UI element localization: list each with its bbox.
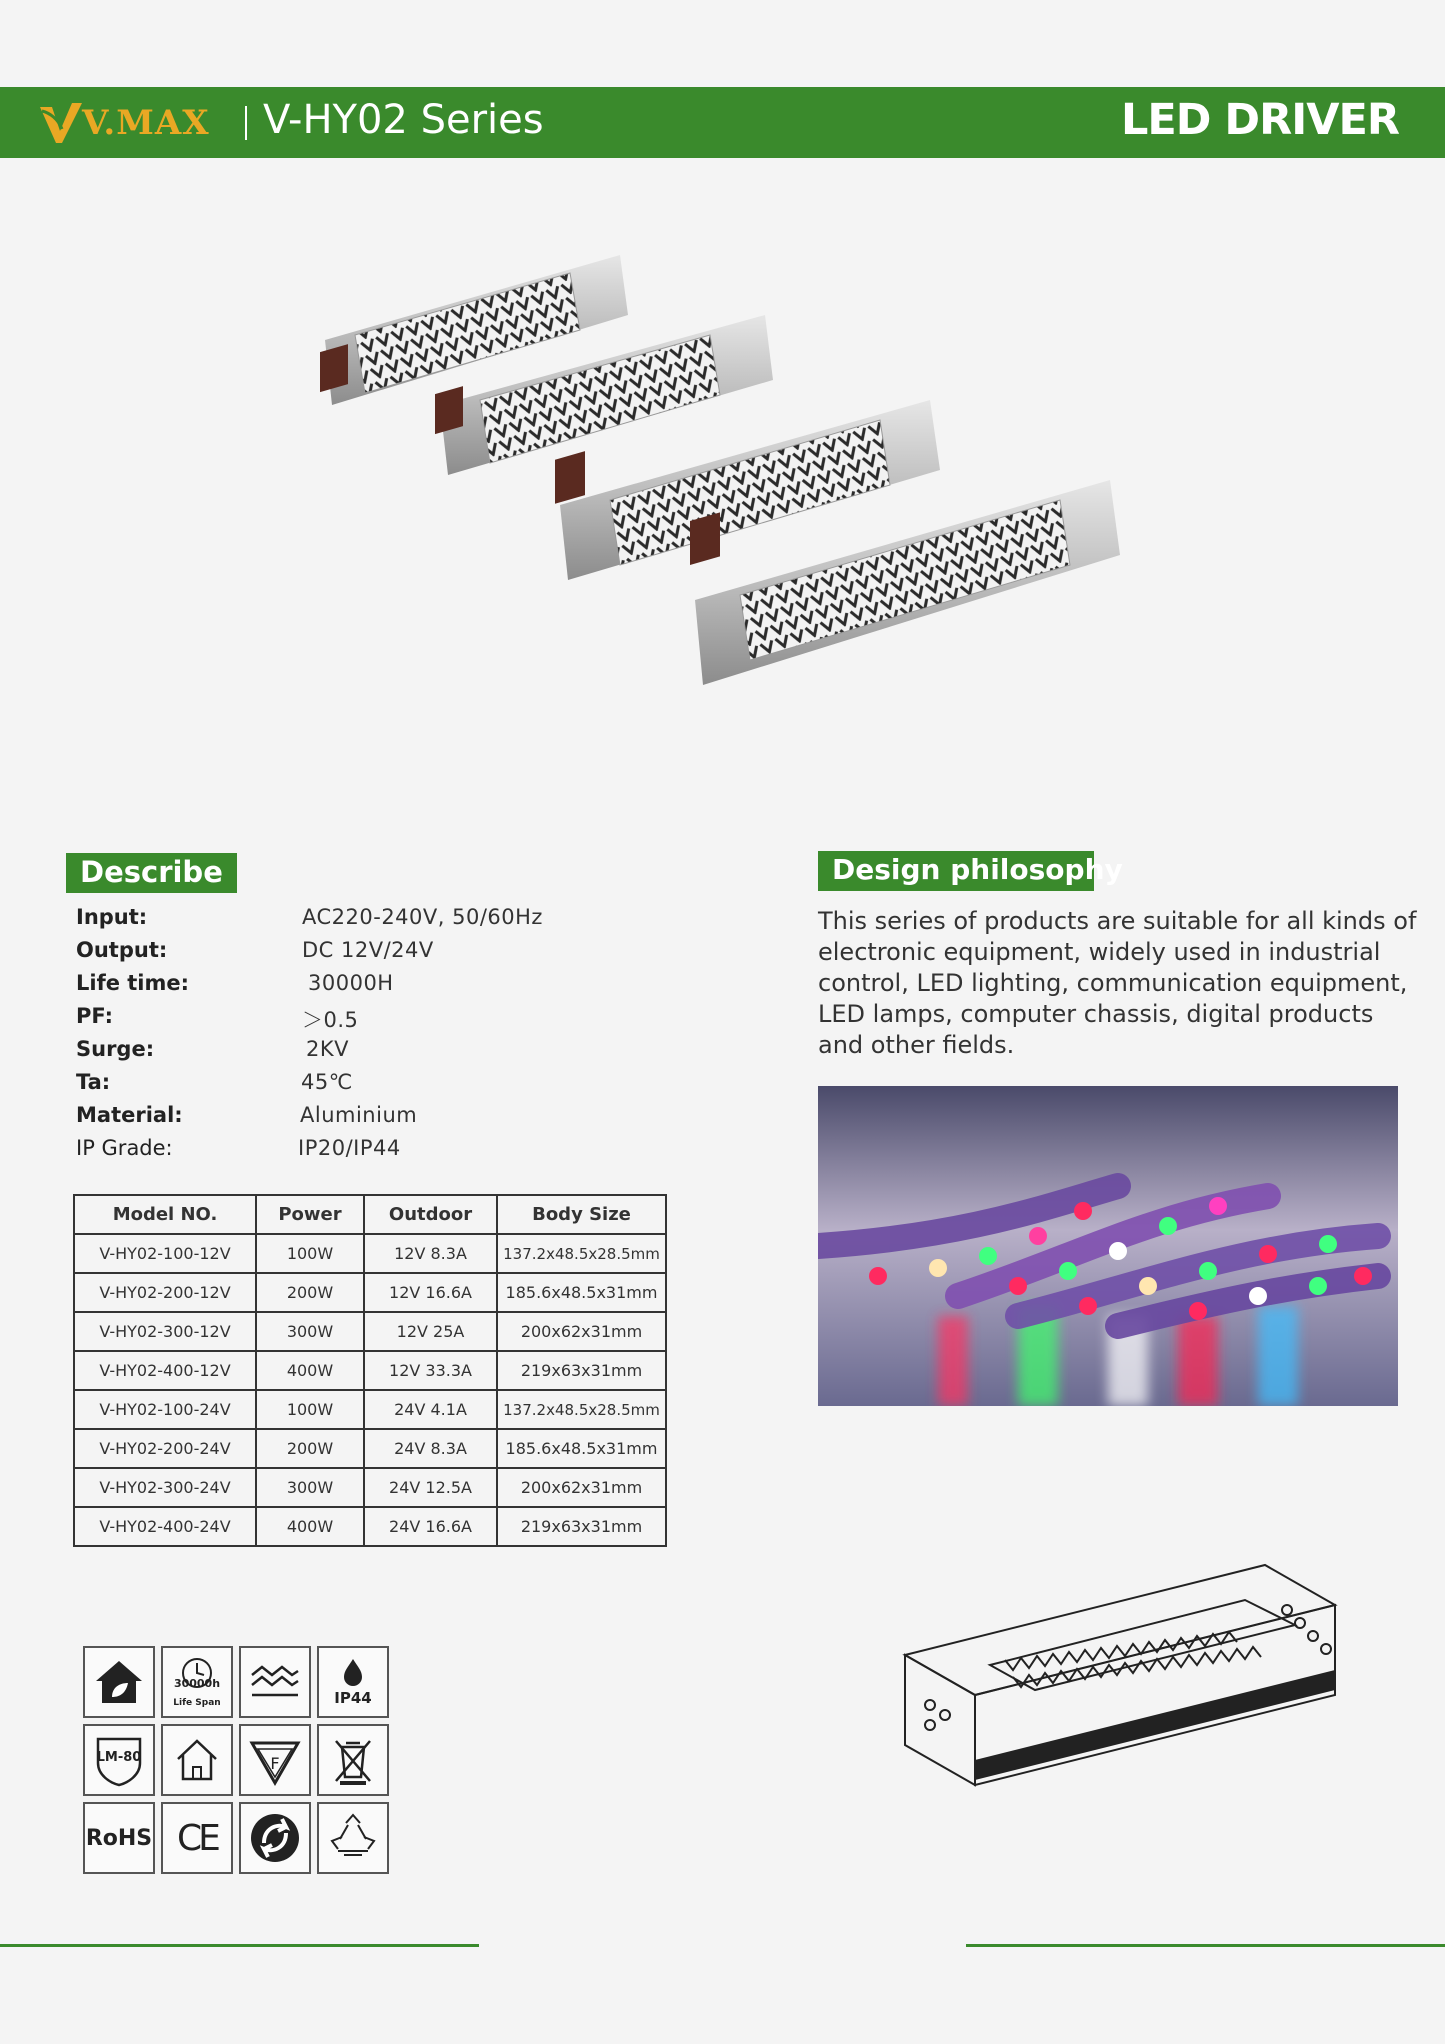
category-title: LED DRIVER (1120, 95, 1399, 145)
cell-model: V-HY02-100-24V (74, 1390, 256, 1429)
spec-row-ta (76, 1070, 636, 1103)
cell-outdoor: 12V 33.3A (364, 1351, 497, 1390)
cell-size: 137.2x48.5x28.5mm (497, 1390, 666, 1429)
cell-size: 200x62x31mm (497, 1468, 666, 1507)
spec-value: AC220-240V, 50/60Hz (302, 905, 543, 929)
cell-model: V-HY02-100-12V (74, 1234, 256, 1273)
lm80-text: LM-80 (96, 1750, 142, 1765)
logo-text: V.MAX (82, 103, 210, 143)
cell-power: 300W (256, 1468, 364, 1507)
cell-outdoor: 24V 8.3A (364, 1429, 497, 1468)
series-title: V-HY02 Series (263, 97, 544, 143)
spec-row-surge (76, 1037, 636, 1070)
cell-power: 400W (256, 1351, 364, 1390)
cell-model: V-HY02-200-12V (74, 1273, 256, 1312)
rohs-text: RoHS (85, 1825, 153, 1851)
rohs-icon (83, 1802, 155, 1874)
table-row (74, 1351, 666, 1390)
ce-text: CE (177, 1817, 217, 1859)
ce-icon (161, 1802, 233, 1874)
table-header-row (74, 1195, 666, 1234)
cell-model: V-HY02-200-24V (74, 1429, 256, 1468)
cell-outdoor: 12V 8.3A (364, 1234, 497, 1273)
table-row (74, 1312, 666, 1351)
cell-outdoor: 24V 12.5A (364, 1468, 497, 1507)
header-divider (245, 106, 247, 140)
cell-power: 400W (256, 1507, 364, 1546)
design-label: Design philosophy (818, 851, 1094, 891)
cell-size: 219x63x31mm (497, 1507, 666, 1546)
spec-key: Surge: (76, 1037, 155, 1061)
weee-bin-icon (317, 1724, 389, 1796)
spec-row-pf (76, 1004, 636, 1037)
brand-logo (36, 97, 210, 149)
spec-key: Ta: (76, 1070, 111, 1094)
cell-model: V-HY02-400-24V (74, 1507, 256, 1546)
cell-size: 200x62x31mm (497, 1312, 666, 1351)
table-row (74, 1234, 666, 1273)
spec-key: IP Grade: (76, 1136, 173, 1160)
lifespan-bottom: Life Span (173, 1698, 221, 1708)
col-model: Model NO. (74, 1195, 256, 1234)
spec-row-ip (76, 1136, 636, 1169)
cell-model: V-HY02-400-12V (74, 1351, 256, 1390)
cell-model: V-HY02-300-12V (74, 1312, 256, 1351)
footer-line-right (966, 1944, 1445, 1947)
cell-power: 300W (256, 1312, 364, 1351)
spec-value: DC 12V/24V (302, 938, 434, 962)
cell-size: 219x63x31mm (497, 1351, 666, 1390)
spec-key: Output: (76, 938, 168, 962)
waves-icon (239, 1646, 311, 1718)
certification-icons (83, 1646, 395, 1874)
spec-value: 30000H (308, 971, 394, 995)
f-mark-icon (239, 1724, 311, 1796)
cell-power: 200W (256, 1273, 364, 1312)
lifespan-top: 30000h (173, 1677, 221, 1690)
f-text: F (270, 1754, 280, 1773)
spec-value: 45℃ (301, 1070, 353, 1094)
design-text: This series of products are suitable for all kinds of electronic equipment, widely used in industrial control, LED lighting, communication equipment, LED lamps, computer chassis, digital products and other fields. (818, 907, 1417, 1059)
cell-outdoor: 24V 16.6A (364, 1507, 497, 1546)
col-body-size: Body Size (497, 1195, 666, 1234)
lm80-icon (83, 1724, 155, 1796)
cell-outdoor: 12V 25A (364, 1312, 497, 1351)
spec-row-lifetime (76, 971, 636, 1004)
spec-key: Material: (76, 1103, 183, 1127)
spec-row-output (76, 938, 636, 971)
col-outdoor: Outdoor (364, 1195, 497, 1234)
lifespan-icon (161, 1646, 233, 1718)
cell-power: 100W (256, 1390, 364, 1429)
footer-line-left (0, 1944, 479, 1947)
spec-value: Aluminium (300, 1103, 418, 1127)
cell-size: 185.6x48.5x31mm (497, 1273, 666, 1312)
led-strip-photo (818, 1086, 1398, 1406)
cell-outdoor: 12V 16.6A (364, 1273, 497, 1312)
header-bar (0, 87, 1445, 158)
cell-model: V-HY02-300-24V (74, 1468, 256, 1507)
spec-list (76, 905, 636, 1169)
spec-value: ＞0.5 (302, 1008, 359, 1032)
spec-key: PF: (76, 1004, 113, 1028)
spec-row-material (76, 1103, 636, 1136)
spec-value: 2KV (306, 1037, 349, 1061)
cell-outdoor: 24V 4.1A (364, 1390, 497, 1429)
table-row (74, 1507, 666, 1546)
spec-key: Input: (76, 905, 148, 929)
spec-value: IP20/IP44 (298, 1136, 401, 1160)
model-table (73, 1194, 667, 1547)
spec-key: Life time: (76, 971, 190, 995)
indoor-icon (83, 1646, 155, 1718)
cell-size: 137.2x48.5x28.5mm (497, 1234, 666, 1273)
cell-power: 200W (256, 1429, 364, 1468)
table-row (74, 1468, 666, 1507)
logo-v-mark (36, 99, 86, 147)
green-dot-icon (239, 1802, 311, 1874)
product-line-drawing (895, 1555, 1355, 1805)
recycle-icon (317, 1802, 389, 1874)
cell-size: 185.6x48.5x31mm (497, 1429, 666, 1468)
ip44-icon (317, 1646, 389, 1718)
spec-row-input (76, 905, 636, 938)
table-row (74, 1273, 666, 1312)
table-row (74, 1429, 666, 1468)
ip44-text: IP44 (334, 1689, 372, 1707)
describe-label: Describe (66, 853, 237, 893)
cell-power: 100W (256, 1234, 364, 1273)
col-power: Power (256, 1195, 364, 1234)
product-photo (310, 255, 1130, 735)
table-row (74, 1390, 666, 1429)
home-outline-icon (161, 1724, 233, 1796)
